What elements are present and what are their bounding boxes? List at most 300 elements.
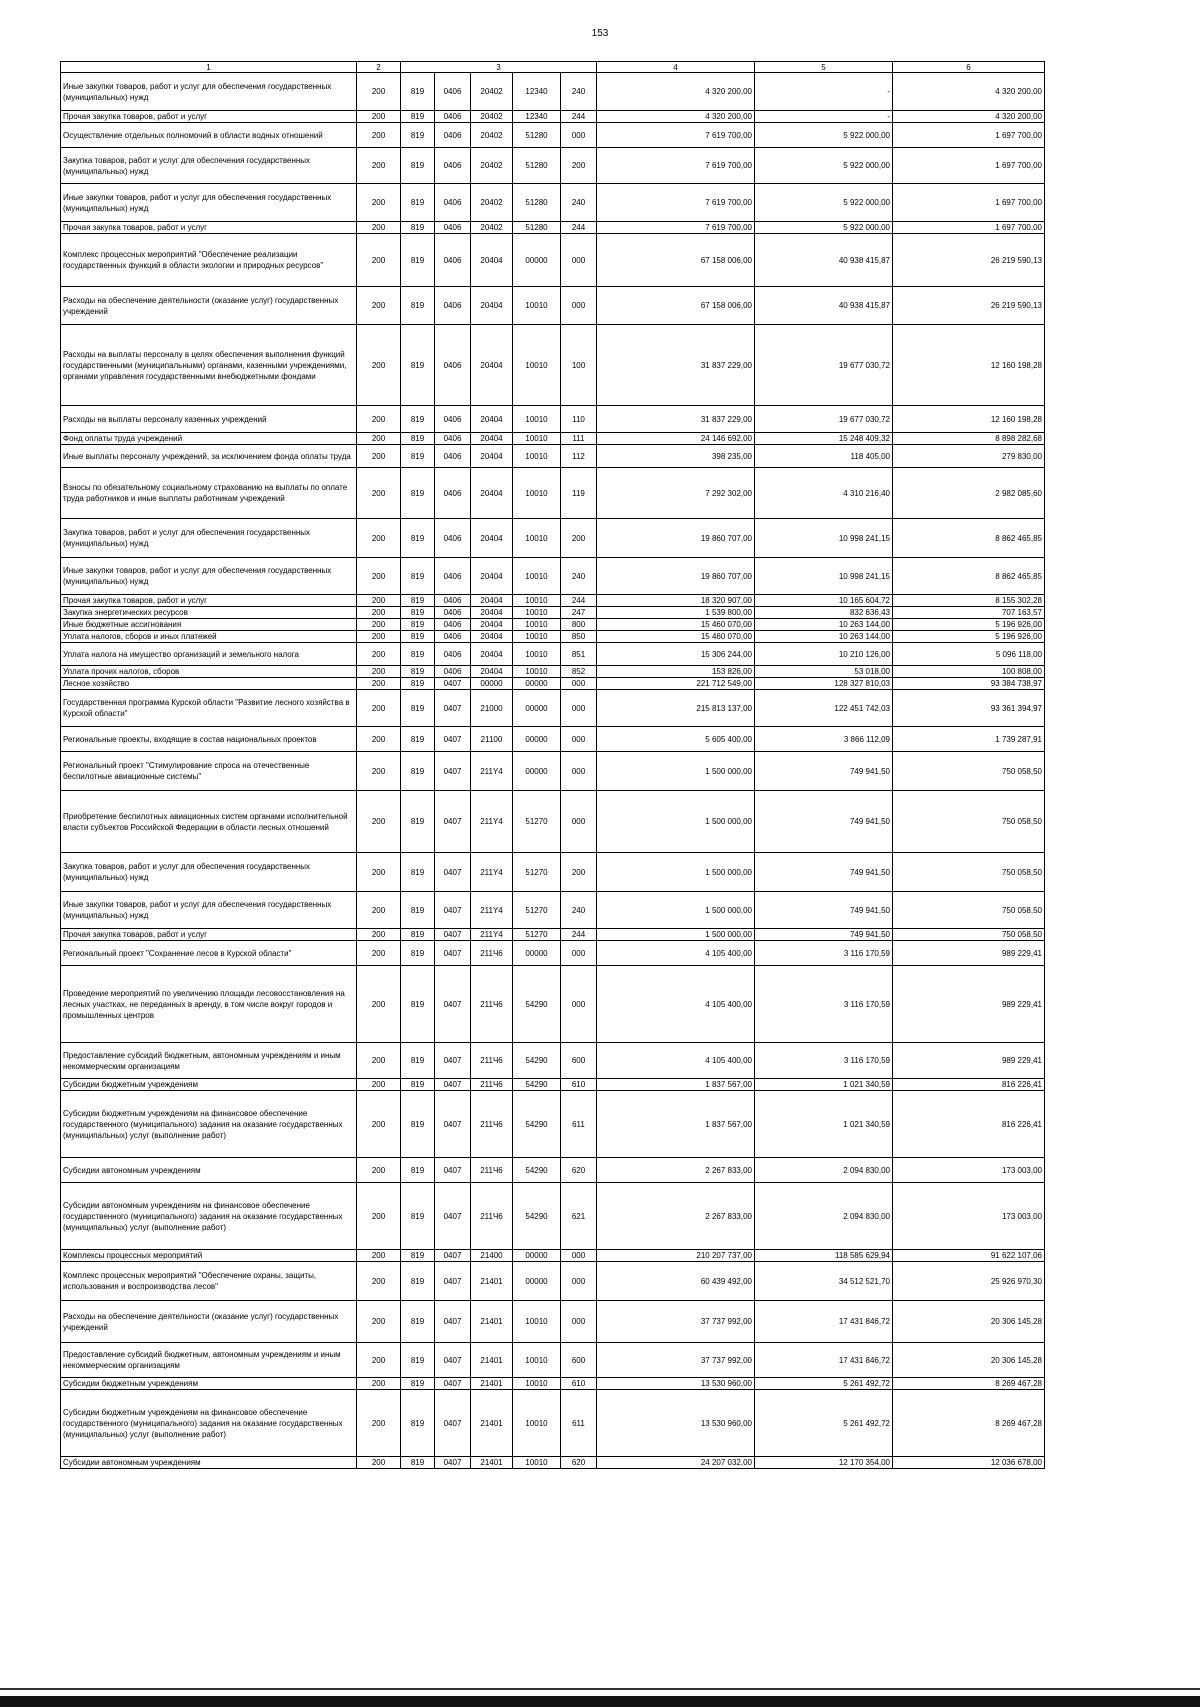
row-code-col2: 200 — [357, 287, 401, 325]
row-amount-col6: 816 226,41 — [893, 1091, 1045, 1158]
row-name: Субсидии автономным учреждениям на финансовое обеспечение государственного (муниципального) задания на оказание государственных (муниципальных) услуг (выполнение работ) — [61, 1183, 357, 1250]
row-code-col3: 819 — [401, 519, 435, 558]
row-amount-col5: - — [755, 111, 893, 123]
row-code-col3: 000 — [561, 966, 597, 1043]
row-name: Предоставление субсидий бюджетным, автономным учреждениям и иным некоммерческим организациям — [61, 1043, 357, 1079]
row-code-col3: 110 — [561, 406, 597, 433]
row-amount-col6: 5 196 926,00 — [893, 631, 1045, 643]
row-amount-col4: 2 267 833,00 — [597, 1183, 755, 1250]
row-code-col3: 000 — [561, 1250, 597, 1262]
row-code-col3: 0407 — [435, 690, 471, 727]
row-amount-col6: 8 898 282,68 — [893, 433, 1045, 445]
row-code-col2: 200 — [357, 690, 401, 727]
row-code-col3: 819 — [401, 222, 435, 234]
row-code-col3: 20402 — [471, 73, 513, 111]
row-name: Иные закупки товаров, работ и услуг для обеспечения государственных (муниципальных) нужд — [61, 73, 357, 111]
row-code-col3: 0407 — [435, 929, 471, 941]
table-row — [61, 445, 1045, 468]
row-name: Прочая закупка товаров, работ и услуг — [61, 929, 357, 941]
row-name: Иные бюджетные ассигнования — [61, 619, 357, 631]
row-name: Закупка товаров, работ и услуг для обеспечения государственных (муниципальных) нужд — [61, 519, 357, 558]
row-code-col2: 200 — [357, 752, 401, 791]
row-code-col3: 10010 — [513, 619, 561, 631]
row-code-col3: 10010 — [513, 433, 561, 445]
row-amount-col5: 12 170 354,00 — [755, 1457, 893, 1469]
row-code-col3: 819 — [401, 433, 435, 445]
row-code-col3: 54290 — [513, 1079, 561, 1091]
row-code-col3: 000 — [561, 791, 597, 853]
row-code-col3: 819 — [401, 752, 435, 791]
row-code-col3: 819 — [401, 1079, 435, 1091]
row-code-col3: 10010 — [513, 445, 561, 468]
row-code-col2: 200 — [357, 727, 401, 752]
row-code-col2: 200 — [357, 1301, 401, 1343]
row-code-col3: 0406 — [435, 666, 471, 678]
row-code-col3: 819 — [401, 892, 435, 929]
row-code-col3: 0407 — [435, 791, 471, 853]
row-code-col3: 000 — [561, 287, 597, 325]
row-amount-col6: 1 697 700,00 — [893, 123, 1045, 148]
row-code-col3: 0406 — [435, 433, 471, 445]
table-row — [61, 727, 1045, 752]
row-amount-col5: 5 922 000,00 — [755, 222, 893, 234]
row-amount-col5: 2 094 830,00 — [755, 1183, 893, 1250]
row-amount-col5: 10 263 144,00 — [755, 619, 893, 631]
row-code-col3: 20404 — [471, 468, 513, 519]
row-amount-col4: 19 860 707,00 — [597, 519, 755, 558]
row-code-col3: 54290 — [513, 1183, 561, 1250]
row-code-col3: 819 — [401, 406, 435, 433]
row-code-col3: 819 — [401, 1262, 435, 1301]
row-code-col3: 0407 — [435, 752, 471, 791]
page-number: 153 — [591, 28, 609, 39]
row-code-col2: 200 — [357, 853, 401, 892]
row-code-col3: 819 — [401, 666, 435, 678]
row-amount-col5: 3 116 170,59 — [755, 1043, 893, 1079]
row-amount-col5: - — [755, 73, 893, 111]
row-amount-col4: 15 460 070,00 — [597, 631, 755, 643]
row-code-col3: 10010 — [513, 666, 561, 678]
row-amount-col6: 173 003,00 — [893, 1183, 1045, 1250]
row-code-col3: 20404 — [471, 445, 513, 468]
row-code-col3: 21000 — [471, 690, 513, 727]
row-code-col3: 10010 — [513, 287, 561, 325]
table-row — [61, 558, 1045, 595]
table-row — [61, 1250, 1045, 1262]
row-code-col2: 200 — [357, 1158, 401, 1183]
row-amount-col6: 8 269 467,28 — [893, 1378, 1045, 1390]
row-code-col3: 247 — [561, 607, 597, 619]
row-code-col3: 51280 — [513, 123, 561, 148]
row-code-col3: 819 — [401, 445, 435, 468]
table-row — [61, 929, 1045, 941]
row-amount-col4: 2 267 833,00 — [597, 1158, 755, 1183]
row-amount-col4: 398 235,00 — [597, 445, 755, 468]
row-code-col3: 000 — [561, 1262, 597, 1301]
table-row — [61, 1301, 1045, 1343]
table-row — [61, 433, 1045, 445]
table-row — [61, 184, 1045, 222]
row-code-col3: 200 — [561, 853, 597, 892]
row-code-col3: 00000 — [513, 678, 561, 690]
table-row — [61, 631, 1045, 643]
row-amount-col4: 18 320 907,00 — [597, 595, 755, 607]
row-code-col3: 611 — [561, 1091, 597, 1158]
row-amount-col5: 10 165 604,72 — [755, 595, 893, 607]
row-code-col3: 00000 — [513, 1262, 561, 1301]
row-code-col3: 20402 — [471, 123, 513, 148]
row-code-col3: 211Ч6 — [471, 941, 513, 966]
row-amount-col6: 279 830,00 — [893, 445, 1045, 468]
row-code-col2: 200 — [357, 892, 401, 929]
row-amount-col6: 173 003,00 — [893, 1158, 1045, 1183]
row-name: Региональные проекты, входящие в состав национальных проектов — [61, 727, 357, 752]
row-code-col2: 200 — [357, 941, 401, 966]
row-code-col2: 200 — [357, 1390, 401, 1457]
row-code-col2: 200 — [357, 607, 401, 619]
row-name: Комплексы процессных мероприятий — [61, 1250, 357, 1262]
row-code-col2: 200 — [357, 1043, 401, 1079]
row-amount-col5: 3 116 170,59 — [755, 966, 893, 1043]
row-amount-col5: 15 248 409,32 — [755, 433, 893, 445]
row-name: Фонд оплаты труда учреждений — [61, 433, 357, 445]
row-code-col3: 819 — [401, 619, 435, 631]
row-code-col2: 200 — [357, 631, 401, 643]
row-code-col3: 819 — [401, 853, 435, 892]
table-row — [61, 595, 1045, 607]
row-code-col3: 000 — [561, 234, 597, 287]
row-amount-col6: 8 862 465,85 — [893, 519, 1045, 558]
row-code-col3: 21401 — [471, 1457, 513, 1469]
row-name: Проведение мероприятий по увеличению площади лесовосстановления на лесных участках, не переданных в аренду, в том числе вокруг городов и промышленных центров — [61, 966, 357, 1043]
table-row — [61, 666, 1045, 678]
row-code-col3: 0406 — [435, 234, 471, 287]
row-code-col3: 0406 — [435, 325, 471, 406]
row-name: Субсидии бюджетным учреждениям на финансовое обеспечение государственного (муниципального) задания на оказание государственных (муниципальных) услуг (выполнение работ) — [61, 1390, 357, 1457]
row-code-col3: 119 — [561, 468, 597, 519]
row-code-col3: 0407 — [435, 727, 471, 752]
row-code-col3: 819 — [401, 1343, 435, 1378]
row-code-col2: 200 — [357, 1091, 401, 1158]
row-code-col3: 21100 — [471, 727, 513, 752]
row-amount-col5: 749 941,50 — [755, 892, 893, 929]
row-code-col3: 51270 — [513, 892, 561, 929]
row-code-col3: 000 — [561, 752, 597, 791]
row-code-col3: 610 — [561, 1378, 597, 1390]
row-code-col2: 200 — [357, 558, 401, 595]
row-amount-col6: 750 058,50 — [893, 892, 1045, 929]
row-code-col3: 00000 — [513, 752, 561, 791]
row-amount-col6: 8 862 465,85 — [893, 558, 1045, 595]
row-code-col3: 819 — [401, 111, 435, 123]
row-name: Субсидии бюджетным учреждениям на финансовое обеспечение государственного (муниципального) задания на оказание государственных (муниципальных) услуг (выполнение работ) — [61, 1091, 357, 1158]
row-code-col3: 21401 — [471, 1378, 513, 1390]
row-code-col3: 00000 — [513, 234, 561, 287]
column-header-2: 2 — [357, 62, 401, 73]
row-code-col3: 20402 — [471, 148, 513, 184]
row-code-col3: 51270 — [513, 853, 561, 892]
row-amount-col5: 10 998 241,15 — [755, 558, 893, 595]
table-row — [61, 1158, 1045, 1183]
row-amount-col4: 7 619 700,00 — [597, 222, 755, 234]
row-code-col2: 200 — [357, 433, 401, 445]
row-code-col3: 819 — [401, 123, 435, 148]
table-row — [61, 643, 1045, 666]
row-amount-col5: 3 866 112,09 — [755, 727, 893, 752]
row-code-col3: 00000 — [513, 941, 561, 966]
row-amount-col4: 13 530 960,00 — [597, 1390, 755, 1457]
row-code-col3: 620 — [561, 1158, 597, 1183]
row-code-col3: 200 — [561, 519, 597, 558]
row-amount-col5: 53 018,00 — [755, 666, 893, 678]
row-code-col3: 0406 — [435, 184, 471, 222]
table-row — [61, 853, 1045, 892]
row-amount-col6: 26 219 590,13 — [893, 287, 1045, 325]
row-code-col3: 819 — [401, 1043, 435, 1079]
row-code-col3: 00000 — [471, 678, 513, 690]
row-code-col3: 0406 — [435, 558, 471, 595]
row-name: Региональный проект "Стимулирование спроса на отечественные беспилотные авиационные системы" — [61, 752, 357, 791]
row-code-col2: 200 — [357, 222, 401, 234]
row-name: Иные закупки товаров, работ и услуг для обеспечения государственных (муниципальных) нужд — [61, 184, 357, 222]
row-code-col3: 611 — [561, 1390, 597, 1457]
row-name: Уплата прочих налогов, сборов — [61, 666, 357, 678]
row-code-col3: 0407 — [435, 1183, 471, 1250]
row-code-col3: 21400 — [471, 1250, 513, 1262]
row-code-col3: 0407 — [435, 941, 471, 966]
row-amount-col4: 37 737 992,00 — [597, 1343, 755, 1378]
row-code-col3: 819 — [401, 727, 435, 752]
row-amount-col6: 707 163,57 — [893, 607, 1045, 619]
row-code-col3: 10010 — [513, 643, 561, 666]
row-code-col3: 54290 — [513, 1091, 561, 1158]
row-code-col3: 20404 — [471, 595, 513, 607]
row-amount-col4: 1 539 800,00 — [597, 607, 755, 619]
row-code-col3: 20404 — [471, 643, 513, 666]
row-code-col3: 211Y4 — [471, 791, 513, 853]
column-header-row — [61, 62, 1045, 73]
row-code-col3: 819 — [401, 1158, 435, 1183]
row-amount-col6: 20 306 145,28 — [893, 1343, 1045, 1378]
row-amount-col6: 25 926 970,30 — [893, 1262, 1045, 1301]
row-code-col3: 621 — [561, 1183, 597, 1250]
row-code-col3: 20402 — [471, 184, 513, 222]
row-code-col3: 819 — [401, 1390, 435, 1457]
row-amount-col4: 1 500 000,00 — [597, 892, 755, 929]
row-amount-col5: 749 941,50 — [755, 752, 893, 791]
row-amount-col6: 1 739 287,91 — [893, 727, 1045, 752]
row-code-col2: 200 — [357, 73, 401, 111]
row-code-col3: 20404 — [471, 666, 513, 678]
column-header-6: 6 — [893, 62, 1045, 73]
row-amount-col6: 91 622 107,06 — [893, 1250, 1045, 1262]
row-name: Государственная программа Курской области "Развитие лесного хозяйства в Курской области" — [61, 690, 357, 727]
row-amount-col4: 67 158 006,00 — [597, 287, 755, 325]
row-code-col3: 20404 — [471, 287, 513, 325]
row-code-col2: 200 — [357, 966, 401, 1043]
row-amount-col4: 60 439 492,00 — [597, 1262, 755, 1301]
row-amount-col5: 5 261 492,72 — [755, 1378, 893, 1390]
row-amount-col6: 4 320 200,00 — [893, 73, 1045, 111]
row-amount-col6: 4 320 200,00 — [893, 111, 1045, 123]
row-code-col3: 20404 — [471, 619, 513, 631]
row-amount-col5: 5 261 492,72 — [755, 1390, 893, 1457]
row-amount-col5: 10 998 241,15 — [755, 519, 893, 558]
table-row — [61, 941, 1045, 966]
row-amount-col5: 34 512 521,70 — [755, 1262, 893, 1301]
row-amount-col6: 750 058,50 — [893, 791, 1045, 853]
column-header-5: 5 — [755, 62, 893, 73]
table-row — [61, 406, 1045, 433]
table-row — [61, 1183, 1045, 1250]
row-code-col3: 00000 — [513, 727, 561, 752]
table-row — [61, 234, 1045, 287]
row-code-col3: 00000 — [513, 1250, 561, 1262]
row-code-col3: 0407 — [435, 892, 471, 929]
table-row — [61, 607, 1045, 619]
row-code-col3: 0406 — [435, 643, 471, 666]
row-code-col3: 20402 — [471, 111, 513, 123]
row-code-col2: 200 — [357, 519, 401, 558]
row-amount-col4: 24 207 032,00 — [597, 1457, 755, 1469]
row-code-col3: 819 — [401, 1378, 435, 1390]
row-code-col3: 10010 — [513, 1301, 561, 1343]
row-code-col2: 200 — [357, 595, 401, 607]
row-code-col3: 51270 — [513, 791, 561, 853]
row-amount-col4: 37 737 992,00 — [597, 1301, 755, 1343]
table-row — [61, 519, 1045, 558]
row-amount-col5: 749 941,50 — [755, 853, 893, 892]
scan-edge-line — [0, 1688, 1200, 1690]
row-code-col3: 51270 — [513, 929, 561, 941]
row-code-col2: 200 — [357, 111, 401, 123]
row-amount-col6: 93 361 394,97 — [893, 690, 1045, 727]
row-code-col3: 000 — [561, 941, 597, 966]
row-amount-col5: 4 310 216,40 — [755, 468, 893, 519]
row-amount-col6: 93 384 738,97 — [893, 678, 1045, 690]
row-amount-col4: 1 500 000,00 — [597, 853, 755, 892]
table-row — [61, 892, 1045, 929]
row-amount-col5: 3 116 170,59 — [755, 941, 893, 966]
row-code-col2: 200 — [357, 1183, 401, 1250]
row-amount-col5: 5 922 000,00 — [755, 123, 893, 148]
row-code-col3: 211Y4 — [471, 929, 513, 941]
row-name: Предоставление субсидий бюджетным, автономным учреждениям и иным некоммерческим организациям — [61, 1343, 357, 1378]
row-code-col3: 211Ч6 — [471, 1091, 513, 1158]
row-amount-col5: 749 941,50 — [755, 791, 893, 853]
row-amount-col4: 13 530 960,00 — [597, 1378, 755, 1390]
row-code-col3: 0407 — [435, 1091, 471, 1158]
row-code-col3: 0406 — [435, 445, 471, 468]
row-amount-col6: 989 229,41 — [893, 941, 1045, 966]
row-amount-col4: 221 712 549,00 — [597, 678, 755, 690]
row-code-col3: 819 — [401, 631, 435, 643]
row-code-col3: 244 — [561, 222, 597, 234]
row-amount-col4: 4 105 400,00 — [597, 1043, 755, 1079]
row-code-col3: 000 — [561, 678, 597, 690]
row-amount-col6: 750 058,50 — [893, 929, 1045, 941]
row-code-col3: 20402 — [471, 222, 513, 234]
row-name: Расходы на выплаты персоналу в целях обеспечения выполнения функций государственными (муниципальными) органами, казенными учреждениями, органами управления государственными внебюджетными фондами — [61, 325, 357, 406]
row-name: Субсидии автономным учреждениям — [61, 1457, 357, 1469]
row-amount-col5: 5 922 000,00 — [755, 184, 893, 222]
row-code-col3: 0407 — [435, 966, 471, 1043]
row-amount-col6: 1 697 700,00 — [893, 184, 1045, 222]
row-code-col3: 000 — [561, 123, 597, 148]
row-code-col3: 851 — [561, 643, 597, 666]
row-code-col3: 244 — [561, 111, 597, 123]
row-amount-col4: 215 813 137,00 — [597, 690, 755, 727]
row-code-col3: 244 — [561, 595, 597, 607]
row-amount-col6: 20 306 145,28 — [893, 1301, 1045, 1343]
row-name: Расходы на обеспечение деятельности (оказание услуг) государственных учреждений — [61, 1301, 357, 1343]
table-row — [61, 1091, 1045, 1158]
table-row — [61, 1043, 1045, 1079]
row-code-col3: 819 — [401, 690, 435, 727]
row-code-col3: 211Ч6 — [471, 1158, 513, 1183]
row-amount-col4: 4 105 400,00 — [597, 941, 755, 966]
row-code-col3: 10010 — [513, 406, 561, 433]
row-amount-col4: 1 500 000,00 — [597, 791, 755, 853]
table-row — [61, 1343, 1045, 1378]
table-row — [61, 111, 1045, 123]
row-code-col3: 211Ч6 — [471, 1079, 513, 1091]
row-code-col3: 10010 — [513, 1457, 561, 1469]
row-code-col3: 819 — [401, 1183, 435, 1250]
row-amount-col6: 26 219 590,13 — [893, 234, 1045, 287]
row-code-col3: 10010 — [513, 325, 561, 406]
row-amount-col5: 40 938 415,87 — [755, 234, 893, 287]
row-code-col3: 0406 — [435, 111, 471, 123]
row-code-col3: 0406 — [435, 607, 471, 619]
row-code-col3: 20404 — [471, 519, 513, 558]
row-code-col2: 200 — [357, 1343, 401, 1378]
row-amount-col6: 750 058,50 — [893, 752, 1045, 791]
row-code-col3: 0407 — [435, 1250, 471, 1262]
row-code-col2: 200 — [357, 666, 401, 678]
row-code-col3: 819 — [401, 929, 435, 941]
row-amount-col4: 67 158 006,00 — [597, 234, 755, 287]
row-code-col2: 200 — [357, 643, 401, 666]
row-code-col3: 10010 — [513, 607, 561, 619]
row-name: Иные закупки товаров, работ и услуг для обеспечения государственных (муниципальных) нужд — [61, 892, 357, 929]
row-code-col3: 0406 — [435, 519, 471, 558]
row-code-col3: 0407 — [435, 1079, 471, 1091]
row-code-col3: 850 — [561, 631, 597, 643]
row-code-col3: 819 — [401, 1457, 435, 1469]
row-code-col3: 21401 — [471, 1301, 513, 1343]
row-code-col3: 819 — [401, 287, 435, 325]
row-code-col3: 0407 — [435, 1457, 471, 1469]
table-row — [61, 123, 1045, 148]
row-code-col3: 20404 — [471, 325, 513, 406]
scan-bottom-border — [0, 1696, 1200, 1707]
row-name: Закупка товаров, работ и услуг для обеспечения государственных (муниципальных) нужд — [61, 853, 357, 892]
row-amount-col6: 1 697 700,00 — [893, 148, 1045, 184]
row-code-col3: 0407 — [435, 1262, 471, 1301]
table-row — [61, 690, 1045, 727]
row-amount-col6: 1 697 700,00 — [893, 222, 1045, 234]
row-code-col2: 200 — [357, 929, 401, 941]
row-code-col2: 200 — [357, 468, 401, 519]
table-row — [61, 1262, 1045, 1301]
row-code-col3: 51280 — [513, 222, 561, 234]
row-code-col3: 20404 — [471, 234, 513, 287]
row-code-col3: 10010 — [513, 631, 561, 643]
row-code-col3: 200 — [561, 148, 597, 184]
row-code-col3: 0406 — [435, 123, 471, 148]
row-code-col3: 800 — [561, 619, 597, 631]
